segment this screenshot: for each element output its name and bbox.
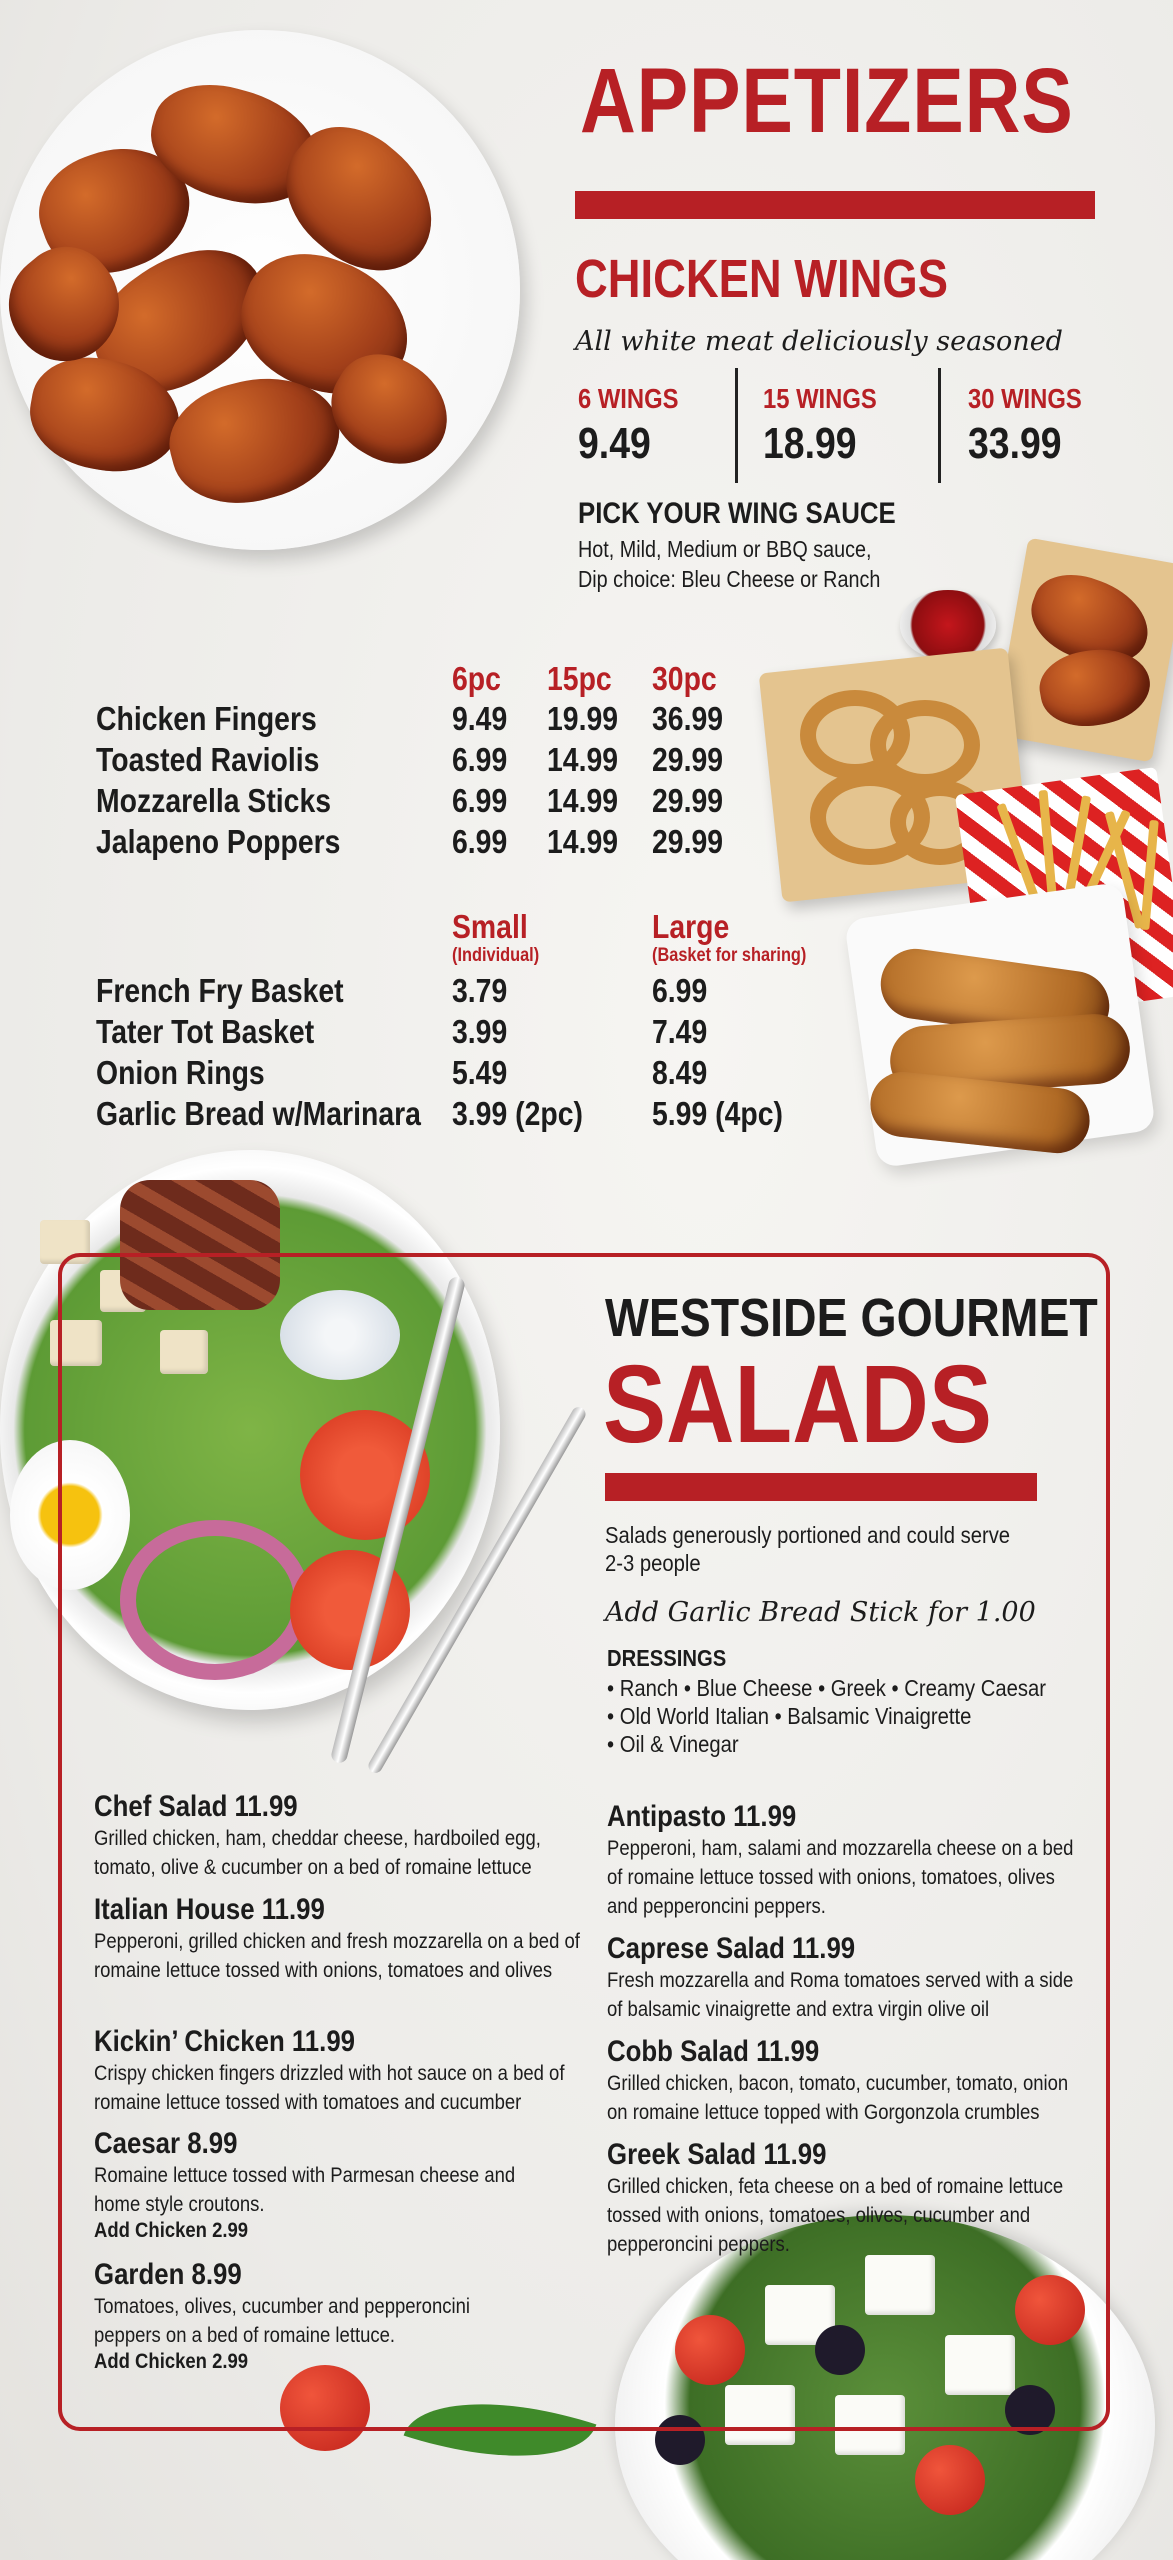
dressings-line: • Ranch • Blue Cheese • Greek • Creamy Caesar bbox=[607, 1675, 1046, 1701]
wing-sauce-title: PICK YOUR WING SAUCE bbox=[578, 497, 896, 530]
wing-option: 15 WINGS 18.99 bbox=[763, 383, 877, 468]
menu-page: APPETIZERS CHICKEN WINGS All white meat deliciously seasoned 6 WINGS 9.49 15 WINGS 18.99 30 WINGS 33.99 PICK YOUR WING SAUCE Hot, Mild, Medium or BBQ sauce, Dip choice: Bleu Cheese or Ranch 6pc 15pc 30pc Chicken Fingers 9.49 19.99 36.99 Toasted Raviolis 6.99 14.99 29.99 Mozzarella Sticks 6.99 14.99 29.99 Jalapeno Poppers 6.99 14.99 29.99 Small (Individual) Large (Basket for sharing) French Fry Basket 3.79 6.99 Tater Tot Basket 3.99 7.49 Onion Rings 5.49 8.49 Garlic Bread w/Marinara 3.99 (2pc) 5.99 (4pc) WESTSIDE GOURMET SALADS Salads generously portioned and could serve 2-3 people Add Garlic Bread Stick for 1.00 DRESSINGS • Ranch • Blue Cheese • Greek • Creamy Caesar • Old World Italian • Balsamic Vinaigrette • Oil & Vinegar Chef Salad 11.99 Grilled chicken, ham, cheddar cheese, hardboiled egg, tomato, olive & cucumber on a bed of romaine lettuce Italian House 11.99 Pepperoni, grilled chicken and fresh mozzarella on a bed of romaine lettuce tossed with onions, tomatoes and olives Kickin’ Chicken 11.99 Crispy chicken fingers drizzled with hot sauce on a bed of romaine lettuce tossed with tomatoes and cucumber Caesar 8.99 Romaine lettuce tossed with Parmesan cheese and home style croutons. Add Chicken 2.99 Garden 8.99 Tomatoes, olives, cucumber and pepperoncini peppers on a bed of romaine lettuce. Add Chicken 2.99 Antipasto 11.99 Pepperoni, ham, salami and mozzarella cheese on a bed of romaine lettuce tossed with onions, tomatoes, olives and pepperoncini peppers. Caprese Salad 11.99 Fresh mozzarella and Roma tomatoes served with a side of balsamic vinaigrette and extra virgin olive oil Cobb Salad 11.99 Grilled chicken, bacon, tomato, cucumber, tomato, onion on romaine lettuce topped with Gorgonzola crumbles Greek Salad 11.99 Grilled chicken, feta cheese on a bed of romaine lettuce tossed with onions, tomatoes, olives, cucumber and pepperoncini peppers. bbox=[0, 0, 1173, 2560]
salad-item: Chef Salad 11.99 Grilled chicken, ham, cheddar cheese, hardboiled egg, tomato, olive & cucumber on a bed of romaine lettuce bbox=[94, 1790, 541, 1879]
chicken-wings-photo bbox=[0, 30, 520, 550]
salad-item: Garden 8.99 Tomatoes, olives, cucumber and pepperoncini peppers on a bed of romaine lettuce. Add Chicken 2.99 bbox=[94, 2258, 470, 2373]
salad-item: Greek Salad 11.99 Grilled chicken, feta cheese on a bed of romaine lettuce tossed with onions, tomatoes, olives, cucumber and pepperoncini peppers. bbox=[607, 2138, 1064, 2256]
column-header: 30pc bbox=[652, 660, 717, 697]
snacks-photo bbox=[770, 540, 1173, 1240]
column-header: 6pc bbox=[452, 660, 501, 697]
chicken-wings-title: CHICKEN WINGS bbox=[575, 249, 948, 309]
wing-sauce-line: Dip choice: Bleu Cheese or Ranch bbox=[578, 566, 881, 592]
garlic-bread-note: Add Garlic Bread Stick for 1.00 bbox=[605, 1597, 1036, 1628]
column-header: 15pc bbox=[547, 660, 612, 697]
salads-intro: Salads generously portioned and could serve bbox=[605, 1522, 1011, 1548]
wings-tagline: All white meat deliciously seasoned bbox=[575, 326, 1063, 357]
column-divider bbox=[938, 368, 941, 483]
dressings-title: DRESSINGS bbox=[607, 1645, 727, 1671]
salads-title-top: WESTSIDE GOURMET bbox=[605, 1288, 1098, 1348]
salads-intro: 2-3 people bbox=[605, 1550, 701, 1576]
salads-title: SALADS bbox=[603, 1343, 992, 1466]
salad-item: Cobb Salad 11.99 Grilled chicken, bacon, tomato, cucumber, tomato, onion on romaine lettuce topped with Gorgonzola crumbles bbox=[607, 2035, 1069, 2124]
dressings-line: • Old World Italian • Balsamic Vinaigrette bbox=[607, 1703, 972, 1729]
column-subheader: (Individual) bbox=[452, 945, 540, 966]
dressings-line: • Oil & Vinegar bbox=[607, 1731, 739, 1757]
salad-item: Caprese Salad 11.99 Fresh mozzarella and Roma tomatoes served with a side of balsamic vinaigrette and extra virgin olive oil bbox=[607, 1932, 1074, 2021]
column-subheader: (Basket for sharing) bbox=[652, 945, 807, 966]
appetizers-title: APPETIZERS bbox=[580, 50, 1074, 152]
salads-divider bbox=[605, 1473, 1037, 1501]
salad-item: Caesar 8.99 Romaine lettuce tossed with Parmesan cheese and home style croutons. Add Chicken 2.99 bbox=[94, 2127, 516, 2242]
salad-item: Antipasto 11.99 Pepperoni, ham, salami and mozzarella cheese on a bed of romaine lettuce tossed with onions, tomatoes, olives and pepperoncini peppers. bbox=[607, 1800, 1074, 1918]
wing-option: 6 WINGS 9.49 bbox=[578, 383, 679, 468]
salad-item: Italian House 11.99 Pepperoni, grilled chicken and fresh mozzarella on a bed of romaine lettuce tossed with onions, tomatoes and olives bbox=[94, 1893, 580, 1982]
column-header: Small bbox=[452, 908, 528, 945]
column-header: Large bbox=[652, 908, 730, 945]
title-divider bbox=[575, 191, 1095, 219]
column-divider bbox=[735, 368, 738, 483]
wing-sauce-line: Hot, Mild, Medium or BBQ sauce, bbox=[578, 536, 872, 562]
wing-option: 30 WINGS 33.99 bbox=[968, 383, 1082, 468]
salad-item: Kickin’ Chicken 11.99 Crispy chicken fingers drizzled with hot sauce on a bed of romaine lettuce tossed with tomatoes and cucumber bbox=[94, 2025, 565, 2114]
